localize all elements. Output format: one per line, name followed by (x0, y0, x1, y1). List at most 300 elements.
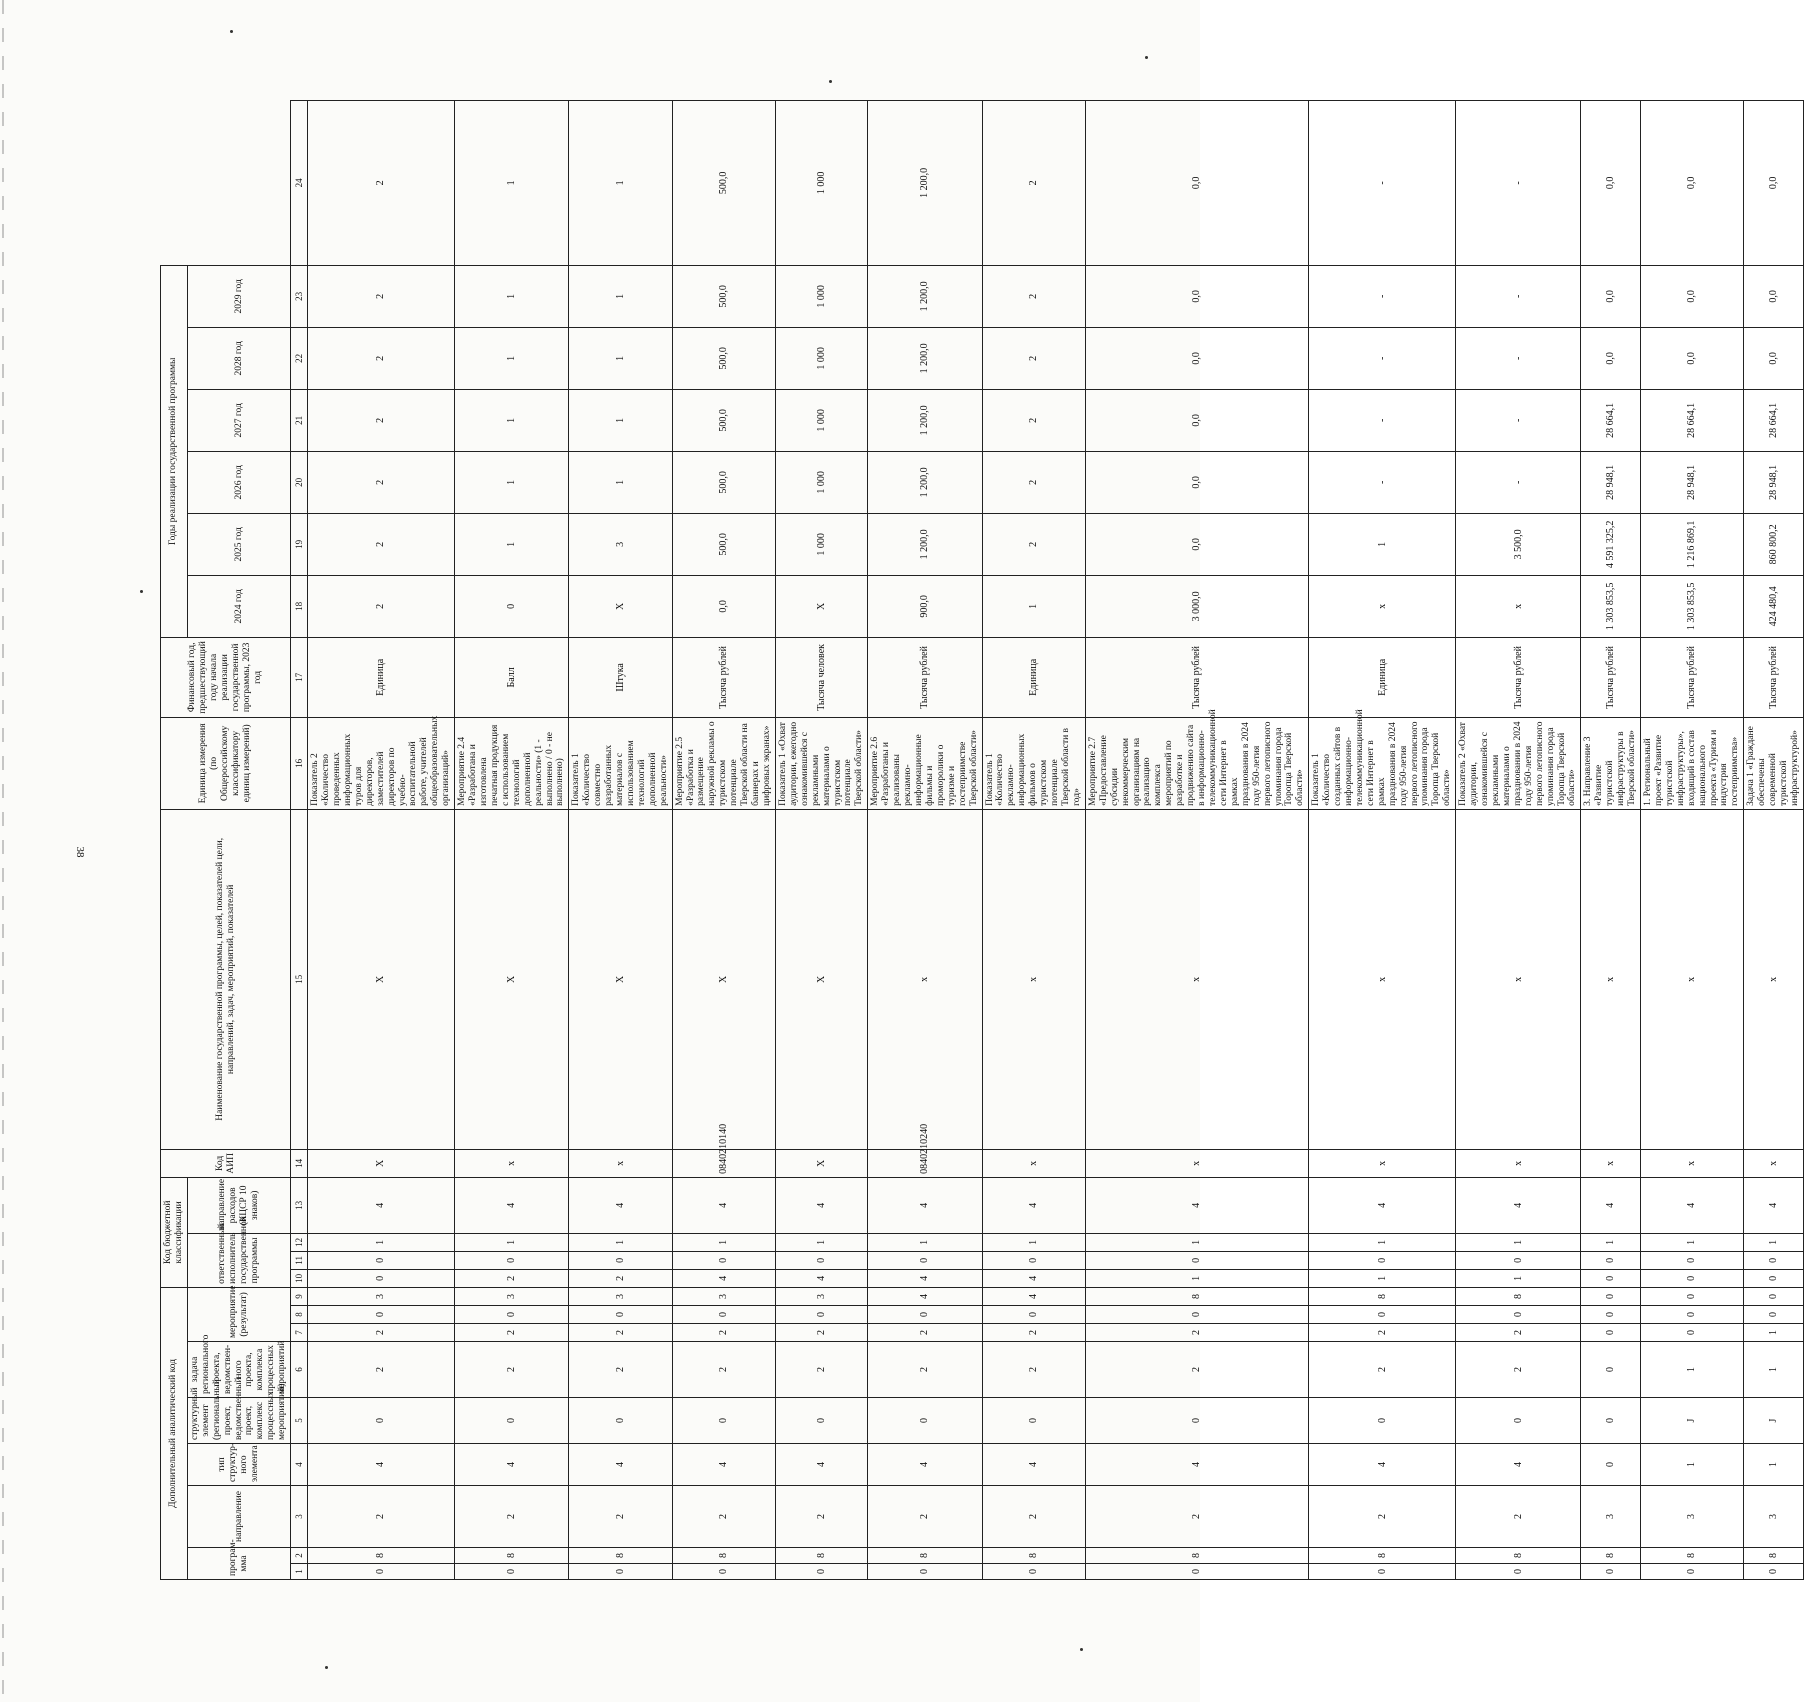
cell-c13: 4 (775, 1177, 867, 1233)
cell-c13: 4 (982, 1177, 1085, 1233)
cell-c2: 8 (569, 1548, 672, 1564)
scan-speck (1080, 1648, 1083, 1651)
cell-c1: 0 (1641, 1564, 1744, 1580)
cell-unit: Штука (569, 637, 672, 717)
header-task: задача регионального проекта, ведомствен-ного проекта, комплекса процессных мероприятий (187, 1342, 290, 1398)
cell-y2026: 1 (455, 389, 569, 451)
column-number: 16 (291, 717, 308, 809)
header-executor: ответственный исполнитель государственной программы (187, 1233, 290, 1287)
column-number: 10 (291, 1269, 308, 1287)
cell-y2026: - (1456, 389, 1581, 451)
cell-c12: 1 (1641, 1233, 1744, 1251)
cell-c7: 2 (1309, 1324, 1456, 1342)
cell-c9: 3 (569, 1287, 672, 1305)
cell-c6: 2 (775, 1342, 867, 1398)
cell-c10: 1 (1309, 1269, 1456, 1287)
cell-c3: 2 (1085, 1486, 1308, 1548)
cell-c1: 0 (1456, 1564, 1581, 1580)
cell-c9: 3 (455, 1287, 569, 1305)
cell-c2: 8 (1085, 1548, 1308, 1564)
cell-c1: 0 (455, 1564, 569, 1580)
cell-c7: 2 (455, 1324, 569, 1342)
scan-speck (140, 590, 143, 593)
cell-c12: 1 (982, 1233, 1085, 1251)
cell-c4: 4 (569, 1444, 672, 1486)
cell-y2029: 1 000 (775, 101, 867, 266)
cell-c8: 0 (672, 1306, 775, 1324)
row-name: 1. Региональный проект «Развитие туристской инфраструктуры», входящий в состав национального проекта «Туризм и индустрия гостеприимства» (1641, 717, 1744, 809)
cell-y2028: 1 000 (775, 265, 867, 327)
cell-c6: 2 (1456, 1342, 1581, 1398)
cell-y2024: 1 200,0 (868, 513, 982, 575)
cell-c12: 1 (775, 1233, 867, 1251)
header-year-2024: 2024 год (187, 575, 290, 637)
cell-y2024: 0,0 (1085, 513, 1308, 575)
cell-c4: 4 (672, 1444, 775, 1486)
cell-c4: 1 (1744, 1444, 1804, 1486)
cell-c14: x (455, 1149, 569, 1177)
cell-y2029: 2 (982, 101, 1085, 266)
cell-c9: 3 (672, 1287, 775, 1305)
row-name: Показатель 1 «Охват аудитории, ежегодно ознакомившейся с рекламными материалами о туристском потенциале Тверской области» (775, 717, 867, 809)
cell-c15: x (982, 809, 1085, 1149)
cell-y2029: 1 (569, 101, 672, 266)
cell-c5: 0 (308, 1398, 455, 1444)
cell-y2024: 3 500,0 (1456, 513, 1581, 575)
cell-y2029: 0,0 (1581, 101, 1641, 266)
cell-c2: 8 (982, 1548, 1085, 1564)
cell-c12: 1 (1309, 1233, 1456, 1251)
cell-c1: 0 (1581, 1564, 1641, 1580)
cell-y2024: 2 (308, 513, 455, 575)
cell-c6: 2 (982, 1342, 1085, 1398)
cell-c11: 0 (1456, 1251, 1581, 1269)
header-struct-elem: структурный элемент (региональный проект, ведомственный проект, комплекс процессных мероприятий) (187, 1398, 290, 1444)
cell-c2: 8 (1309, 1548, 1456, 1564)
cell-c5: 0 (775, 1398, 867, 1444)
cell-c14: x (1309, 1149, 1456, 1177)
header-type-struct: тип структур-ного элемента (187, 1444, 290, 1486)
cell-y2026: 28 664,1 (1581, 389, 1641, 451)
cell-c10: 1 (1456, 1269, 1581, 1287)
cell-c1: 0 (775, 1564, 867, 1580)
cell-c14: 0840210140 (672, 1149, 775, 1177)
header-direction: направление (187, 1486, 290, 1548)
cell-c3: 2 (1456, 1486, 1581, 1548)
row-name: 3. Направление 3 «Развитие туристской инфраструктуры в Тверской области» (1581, 717, 1641, 809)
header-years-title: Годы реализации государственной программы (161, 265, 188, 637)
program-table (160, 100, 1804, 1580)
cell-c15: x (1744, 809, 1804, 1149)
cell-c14: 0840210240 (868, 1149, 982, 1177)
cell-c5: 0 (868, 1398, 982, 1444)
cell-c12: 1 (1581, 1233, 1641, 1251)
cell-c8: 0 (1641, 1306, 1744, 1324)
cell-y2026: 2 (982, 389, 1085, 451)
cell-c9: 4 (868, 1287, 982, 1305)
cell-y2025: - (1309, 451, 1456, 513)
header-year-2028: 2028 год (187, 327, 290, 389)
cell-c7: 2 (308, 1324, 455, 1342)
column-number: 2 (291, 1548, 308, 1564)
table-row (1309, 101, 1456, 1580)
cell-c1: 0 (569, 1564, 672, 1580)
cell-y2025: 1 200,0 (868, 451, 982, 513)
cell-c7: 2 (868, 1324, 982, 1342)
column-number: 9 (291, 1287, 308, 1305)
cell-y2026: 2 (308, 389, 455, 451)
cell-c12: 1 (1456, 1233, 1581, 1251)
row-name: Показатель 2 «Количество проведенных информационных туров для директоров, заместителей директоров по учебно-воспитательной работе, учителей общеобразовательных организаций» (308, 717, 455, 809)
cell-c6: 2 (868, 1342, 982, 1398)
cell-c3: 2 (672, 1486, 775, 1548)
cell-y2025: 1 (455, 451, 569, 513)
cell-y2027: 0,0 (1641, 327, 1744, 389)
header-event: мероприятие (результат) (187, 1287, 290, 1341)
cell-c6: 2 (672, 1342, 775, 1398)
cell-c11: 0 (982, 1251, 1085, 1269)
cell-y2024: 2 (982, 513, 1085, 575)
cell-c9: 0 (1581, 1287, 1641, 1305)
cell-c10: 1 (1085, 1269, 1308, 1287)
cell-c14: x (982, 1149, 1085, 1177)
cell-c5: 0 (569, 1398, 672, 1444)
table-row (569, 101, 672, 1580)
cell-y2028: - (1456, 265, 1581, 327)
table-row (1641, 101, 1744, 1580)
header-year-2026: 2026 год (187, 451, 290, 513)
cell-fin: x (1309, 575, 1456, 637)
column-number: 21 (291, 389, 308, 451)
cell-fin: 0,0 (672, 575, 775, 637)
table-row (308, 101, 455, 1580)
cell-c10: 2 (455, 1269, 569, 1287)
cell-y2027: 0,0 (1744, 327, 1804, 389)
column-number: 11 (291, 1251, 308, 1269)
cell-c2: 8 (868, 1548, 982, 1564)
cell-y2027: 1 (455, 327, 569, 389)
cell-y2026: 500,0 (672, 389, 775, 451)
cell-c6: 2 (569, 1342, 672, 1398)
cell-y2028: 0,0 (1641, 265, 1744, 327)
cell-c4: 4 (868, 1444, 982, 1486)
cell-c15: X (569, 809, 672, 1149)
cell-c13: 4 (308, 1177, 455, 1233)
cell-c12: 1 (455, 1233, 569, 1251)
cell-c15: x (1581, 809, 1641, 1149)
cell-c13: 4 (1085, 1177, 1308, 1233)
cell-c3: 3 (1641, 1486, 1744, 1548)
cell-y2029: 500,0 (672, 101, 775, 266)
cell-c9: 3 (308, 1287, 455, 1305)
header-unit: Единица измерения (по Общероссийскому классификатору единиц измерений) (161, 717, 291, 809)
cell-y2025: 500,0 (672, 451, 775, 513)
cell-c6: 1 (1744, 1342, 1804, 1398)
column-number: 19 (291, 513, 308, 575)
cell-c3: 2 (775, 1486, 867, 1548)
cell-y2028: 2 (308, 265, 455, 327)
cell-c7: 2 (1456, 1324, 1581, 1342)
cell-c6: 0 (1581, 1342, 1641, 1398)
cell-unit: Единица (1309, 637, 1456, 717)
column-number: 18 (291, 575, 308, 637)
cell-fin: x (1456, 575, 1581, 637)
header-expense-dir: направление расходов (КЦСР 10 знаков) (187, 1177, 290, 1233)
column-number: 6 (291, 1342, 308, 1398)
cell-y2029: 0,0 (1744, 101, 1804, 266)
column-number: 15 (291, 809, 308, 1149)
cell-y2024: 1 (455, 513, 569, 575)
cell-c3: 3 (1581, 1486, 1641, 1548)
cell-c7: 1 (1744, 1324, 1804, 1342)
cell-c9: 8 (1456, 1287, 1581, 1305)
table-body (308, 101, 1804, 1580)
header-budget-code: Код бюджетной классификации (161, 1177, 188, 1287)
cell-fin: X (569, 575, 672, 637)
scan-speck (1145, 56, 1148, 59)
cell-c8: 0 (1581, 1306, 1641, 1324)
cell-c4: 4 (455, 1444, 569, 1486)
column-number-row (291, 101, 308, 1580)
cell-c15: X (308, 809, 455, 1149)
row-name: Показатель 2 «Охват аудитории, ознакомившейся с рекламными материалами о праздновании в 2024 году 950-летия первого летописного упоминания города Торопца Тверской области» (1456, 717, 1581, 809)
cell-y2028: 500,0 (672, 265, 775, 327)
cell-c11: 0 (1581, 1251, 1641, 1269)
cell-c8: 0 (1744, 1306, 1804, 1324)
cell-c9: 3 (775, 1287, 867, 1305)
cell-unit: Тысяча рублей (868, 637, 982, 717)
row-name: Мероприятие 2.4 «Разработана и изготовлена печатная продукция с использованием технологий дополненной реальности» (1 - выполнено / 0 - не выполнено) (455, 717, 569, 809)
cell-c13: 4 (1456, 1177, 1581, 1233)
cell-y2024: 500,0 (672, 513, 775, 575)
column-number: 14 (291, 1149, 308, 1177)
table-row (982, 101, 1085, 1580)
cell-fin: 1 303 853,5 (1641, 575, 1744, 637)
cell-c1: 0 (672, 1564, 775, 1580)
cell-y2024: 860 800,2 (1744, 513, 1804, 575)
cell-fin: 1 (982, 575, 1085, 637)
cell-c3: 2 (982, 1486, 1085, 1548)
cell-c8: 0 (982, 1306, 1085, 1324)
cell-c5: 0 (1581, 1398, 1641, 1444)
cell-c13: 4 (1641, 1177, 1744, 1233)
cell-c15: X (672, 809, 775, 1149)
cell-y2029: - (1309, 101, 1456, 266)
cell-y2024: 3 (569, 513, 672, 575)
cell-c3: 2 (569, 1486, 672, 1548)
cell-c5: 0 (455, 1398, 569, 1444)
column-number: 3 (291, 1486, 308, 1548)
cell-y2025: 0,0 (1085, 451, 1308, 513)
header-name: Наименование государственной программы, целей, показателей цели, направлений, задач, мероприятий, показателей (161, 809, 291, 1149)
cell-fin: 424 480,4 (1744, 575, 1804, 637)
cell-unit: Единица (982, 637, 1085, 717)
cell-y2026: 28 664,1 (1744, 389, 1804, 451)
table-row (672, 101, 775, 1580)
column-number: 13 (291, 1177, 308, 1233)
cell-c15: x (1085, 809, 1308, 1149)
cell-c15: x (1641, 809, 1744, 1149)
column-number: 1 (291, 1564, 308, 1580)
cell-c4: 1 (1641, 1444, 1744, 1486)
cell-fin: 2 (308, 575, 455, 637)
cell-y2027: - (1309, 327, 1456, 389)
row-name: Показатель 1 «Количество совместно разработанных материалов с использованием технологий дополненной реальности» (569, 717, 672, 809)
cell-c10: 0 (308, 1269, 455, 1287)
cell-c8: 0 (569, 1306, 672, 1324)
cell-c6: 2 (308, 1342, 455, 1398)
header-dop-code: Дополнительный аналитический код (161, 1287, 188, 1579)
cell-c12: 1 (868, 1233, 982, 1251)
cell-c6: 1 (1641, 1342, 1744, 1398)
cell-y2025: 28 948,1 (1641, 451, 1744, 513)
cell-c9: 0 (1744, 1287, 1804, 1305)
cell-c1: 0 (982, 1564, 1085, 1580)
table-row (775, 101, 867, 1580)
cell-y2027: 1 200,0 (868, 327, 982, 389)
cell-y2029: 1 200,0 (868, 101, 982, 266)
cell-unit: Единица (308, 637, 455, 717)
cell-y2029: 2 (308, 101, 455, 266)
cell-c10: 0 (1641, 1269, 1744, 1287)
cell-c4: 4 (1456, 1444, 1581, 1486)
cell-y2026: - (1309, 389, 1456, 451)
cell-c7: 0 (1641, 1324, 1744, 1342)
cell-y2027: 0,0 (1581, 327, 1641, 389)
cell-c15: x (868, 809, 982, 1149)
cell-c14: x (569, 1149, 672, 1177)
cell-unit: Тысяча рублей (1456, 637, 1581, 717)
cell-y2026: 1 000 (775, 389, 867, 451)
cell-c8: 0 (1309, 1306, 1456, 1324)
column-number: 22 (291, 327, 308, 389)
cell-c12: 1 (672, 1233, 775, 1251)
cell-c9: 8 (1309, 1287, 1456, 1305)
cell-c11: 0 (1641, 1251, 1744, 1269)
column-number: 4 (291, 1444, 308, 1486)
cell-y2028: 1 (569, 265, 672, 327)
cell-y2025: 1 (569, 451, 672, 513)
table-row (1581, 101, 1641, 1580)
header-aip-code: Код АИП (161, 1149, 291, 1177)
cell-unit: Тысяча рублей (1581, 637, 1641, 717)
cell-c2: 8 (1456, 1548, 1581, 1564)
cell-c14: X (308, 1149, 455, 1177)
header-program: програм-мма (187, 1548, 290, 1580)
cell-c5: 0 (982, 1398, 1085, 1444)
cell-y2029: 0,0 (1641, 101, 1744, 266)
cell-y2028: 0,0 (1581, 265, 1641, 327)
cell-unit: Тысяча рублей (1641, 637, 1744, 717)
cell-c2: 8 (1641, 1548, 1744, 1564)
cell-c7: 2 (982, 1324, 1085, 1342)
cell-fin: 0 (455, 575, 569, 637)
cell-c3: 2 (308, 1486, 455, 1548)
cell-c14: x (1581, 1149, 1641, 1177)
cell-c15: x (1309, 809, 1456, 1149)
column-number: 5 (291, 1398, 308, 1444)
cell-c10: 0 (1581, 1269, 1641, 1287)
cell-c3: 3 (1744, 1486, 1804, 1548)
cell-c13: 4 (1309, 1177, 1456, 1233)
cell-unit: Тысяча рублей (672, 637, 775, 717)
cell-c9: 0 (1641, 1287, 1744, 1305)
cell-c10: 4 (868, 1269, 982, 1287)
cell-unit: Тысяча рублей (1744, 637, 1804, 717)
cell-c7: 2 (569, 1324, 672, 1342)
cell-y2026: 1 (569, 389, 672, 451)
cell-c11: 0 (1744, 1251, 1804, 1269)
cell-c7: 2 (672, 1324, 775, 1342)
cell-c9: 4 (982, 1287, 1085, 1305)
cell-c1: 0 (308, 1564, 455, 1580)
row-name: Мероприятие 2.6 «Разработаны и реализованы рекламно-информационные фильмы и проморолики о туризме и гостеприимстве Тверской области» (868, 717, 982, 809)
cell-c2: 8 (672, 1548, 775, 1564)
cell-c13: 4 (1581, 1177, 1641, 1233)
cell-y2027: 1 (569, 327, 672, 389)
row-name: Показатель 1 «Количество рекламно-информационных фильмов о туристском потенциале Тверской области в год» (982, 717, 1085, 809)
row-name: Мероприятие 2.7 «Предоставление субсидии некоммерческим организациям на реализацию комплекса мероприятий по разработке и продвижению сайта в информационно-телекоммуникационной сети Интернет в рамках празднования в 2024 году 950-летия первого летописного упоминания города Торопца Тверской области» (1085, 717, 1308, 809)
cell-unit: Балл (455, 637, 569, 717)
cell-c7: 0 (1581, 1324, 1641, 1342)
cell-c11: 0 (308, 1251, 455, 1269)
cell-y2025: 2 (308, 451, 455, 513)
cell-c10: 4 (982, 1269, 1085, 1287)
row-name: Задача 1 «Граждане обеспечены современной туристской инфраструктурой» (1744, 717, 1804, 809)
header-year-2029: 2029 год (187, 265, 290, 327)
cell-y2027: 1 000 (775, 327, 867, 389)
cell-c11: 0 (455, 1251, 569, 1269)
cell-c13: 4 (868, 1177, 982, 1233)
cell-c11: 0 (569, 1251, 672, 1269)
table-row (1456, 101, 1581, 1580)
scan-edge-marks (2, 0, 4, 1702)
table-row (868, 101, 982, 1580)
cell-c1: 0 (1309, 1564, 1456, 1580)
cell-c8: 0 (1456, 1306, 1581, 1324)
cell-c6: 2 (1085, 1342, 1308, 1398)
cell-y2028: 1 (455, 265, 569, 327)
cell-y2024: 1 (1309, 513, 1456, 575)
cell-c2: 8 (1581, 1548, 1641, 1564)
cell-y2028: 0,0 (1744, 265, 1804, 327)
cell-c8: 0 (1085, 1306, 1308, 1324)
cell-c7: 2 (775, 1324, 867, 1342)
cell-c12: 1 (1085, 1233, 1308, 1251)
cell-y2028: 0,0 (1085, 265, 1308, 327)
cell-y2029: - (1456, 101, 1581, 266)
cell-c6: 2 (1309, 1342, 1456, 1398)
cell-y2026: 28 664,1 (1641, 389, 1744, 451)
cell-c3: 2 (1309, 1486, 1456, 1548)
cell-c15: x (1456, 809, 1581, 1149)
cell-c2: 8 (1744, 1548, 1804, 1564)
cell-c4: 4 (982, 1444, 1085, 1486)
cell-c11: 0 (868, 1251, 982, 1269)
cell-fin: X (775, 575, 867, 637)
cell-y2025: 28 948,1 (1744, 451, 1804, 513)
cell-c7: 2 (1085, 1324, 1308, 1342)
cell-c5: 0 (1309, 1398, 1456, 1444)
cell-c12: 1 (569, 1233, 672, 1251)
cell-c1: 0 (1085, 1564, 1308, 1580)
cell-c13: 4 (672, 1177, 775, 1233)
cell-c13: 4 (455, 1177, 569, 1233)
cell-y2029: 1 (455, 101, 569, 266)
cell-c10: 0 (1744, 1269, 1804, 1287)
cell-y2027: 2 (982, 327, 1085, 389)
row-name: Показатель 1 «Количество созданных сайтов в информационно-телекоммуникационной сети Интернет в рамках празднования в 2024 году 950-летия первого летописного упоминания города Торопца Тверской области» (1309, 717, 1456, 809)
